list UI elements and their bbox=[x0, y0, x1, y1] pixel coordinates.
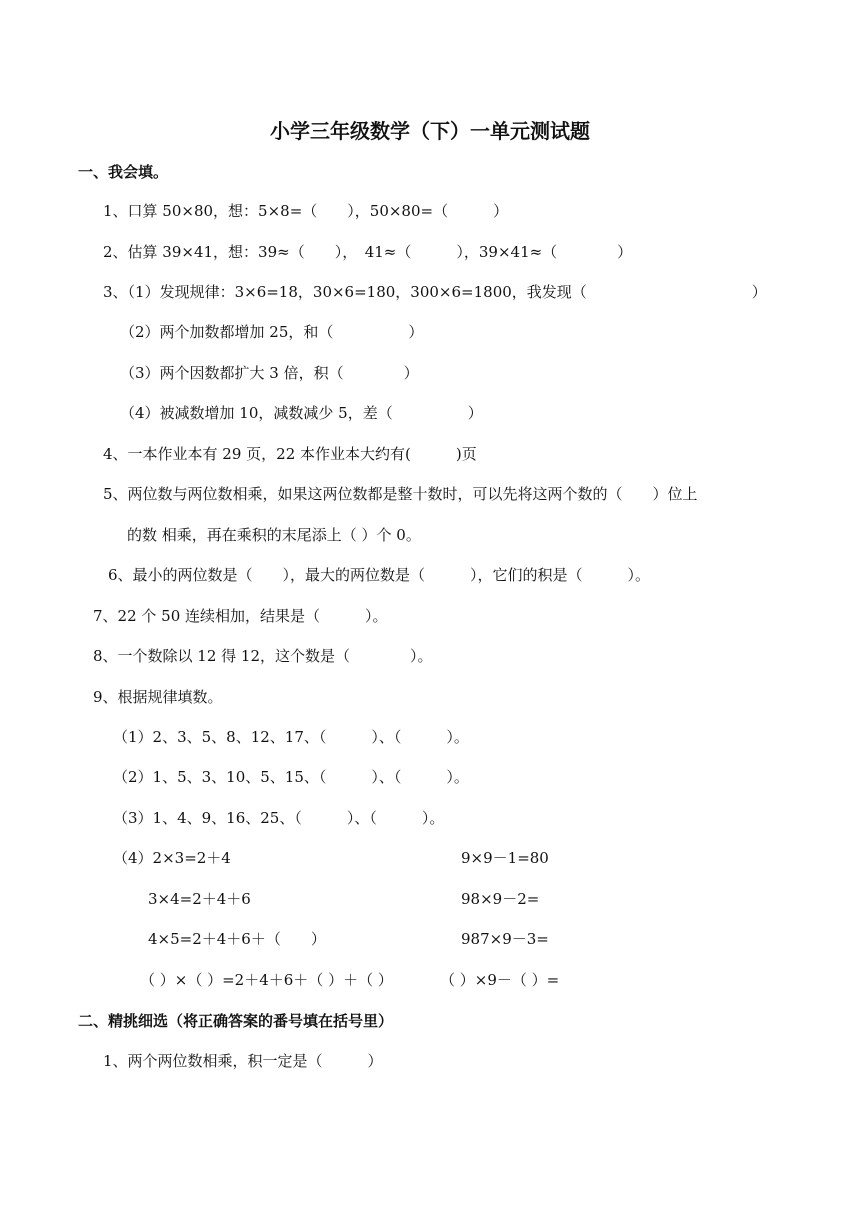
pattern-right-line: 9×9－1=80 bbox=[461, 849, 549, 867]
pattern-left-line: （ ）×（ ）=2＋4＋6＋（ ）＋（ ） bbox=[140, 971, 393, 989]
pattern-right-line: 98×9－2= bbox=[461, 890, 540, 908]
question-3-2: （2）两个加数都增加 25，和（ ） bbox=[120, 323, 424, 341]
question-2: 2、估算 39×41，想：39≈（ ）， 41≈（ ），39×41≈（ ） bbox=[103, 243, 633, 261]
question-4: 4、一本作业本有 29 页，22 本作业本大约有( )页 bbox=[103, 445, 477, 463]
question-3-4: （4）被减数增加 10，减数减少 5，差（ ） bbox=[120, 404, 483, 422]
question-1: 1、两个两位数相乘，积一定是（ ） bbox=[103, 1052, 383, 1070]
question-3-3: （3）两个因数都扩大 3 倍，积（ ） bbox=[120, 364, 419, 382]
pattern-left-line: 4×5=2＋4＋6＋（ ） bbox=[148, 930, 326, 948]
section-heading: 二、精挑细选（将正确答案的番号填在括号里） bbox=[78, 1012, 394, 1030]
question-8: 8、一个数除以 12 得 12，这个数是（ ）。 bbox=[93, 647, 433, 665]
question-9-3: （3）1、4、9、16、25、（ ）、（ ）。 bbox=[113, 809, 445, 827]
pattern-left-line: 3×4=2＋4＋6 bbox=[148, 890, 251, 908]
question-9: 9、根据规律填数。 bbox=[93, 688, 223, 706]
section-heading: 一、我会填。 bbox=[78, 163, 169, 181]
page-title: 小学三年级数学（下）一单元测试题 bbox=[270, 119, 590, 143]
question-3-1: 3、（1）发现规律：3×6=18，30×6=180，300×6=1800，我发现（ ） bbox=[103, 283, 767, 301]
question-7: 7、22 个 50 连续相加，结果是（ ）。 bbox=[93, 607, 388, 625]
pattern-right-line: （ ）×9－（ ）= bbox=[440, 971, 560, 989]
pattern-right-line: 987×9－3= bbox=[461, 930, 549, 948]
question-5-line1: 5、两位数与两位数相乘，如果这两位数都是整十数时，可以先将这两个数的（ ）位上 bbox=[103, 485, 698, 503]
pattern-left-line: （4）2×3=2＋4 bbox=[113, 849, 231, 867]
question-5-line2: 的数 相乘，再在乘积的末尾添上（ ）个 0。 bbox=[127, 526, 421, 544]
question-9-2: （2）1、5、3、10、5、15、（ ）、（ ）。 bbox=[113, 768, 469, 786]
question-1: 1、口算 50×80，想：5×8=（ ），50×80=（ ） bbox=[103, 202, 509, 220]
question-6: 6、最小的两位数是（ ），最大的两位数是（ ），它们的积是（ ）。 bbox=[108, 566, 651, 584]
question-9-1: （1）2、3、5、8、12、17、（ ）、（ ）。 bbox=[113, 728, 469, 746]
